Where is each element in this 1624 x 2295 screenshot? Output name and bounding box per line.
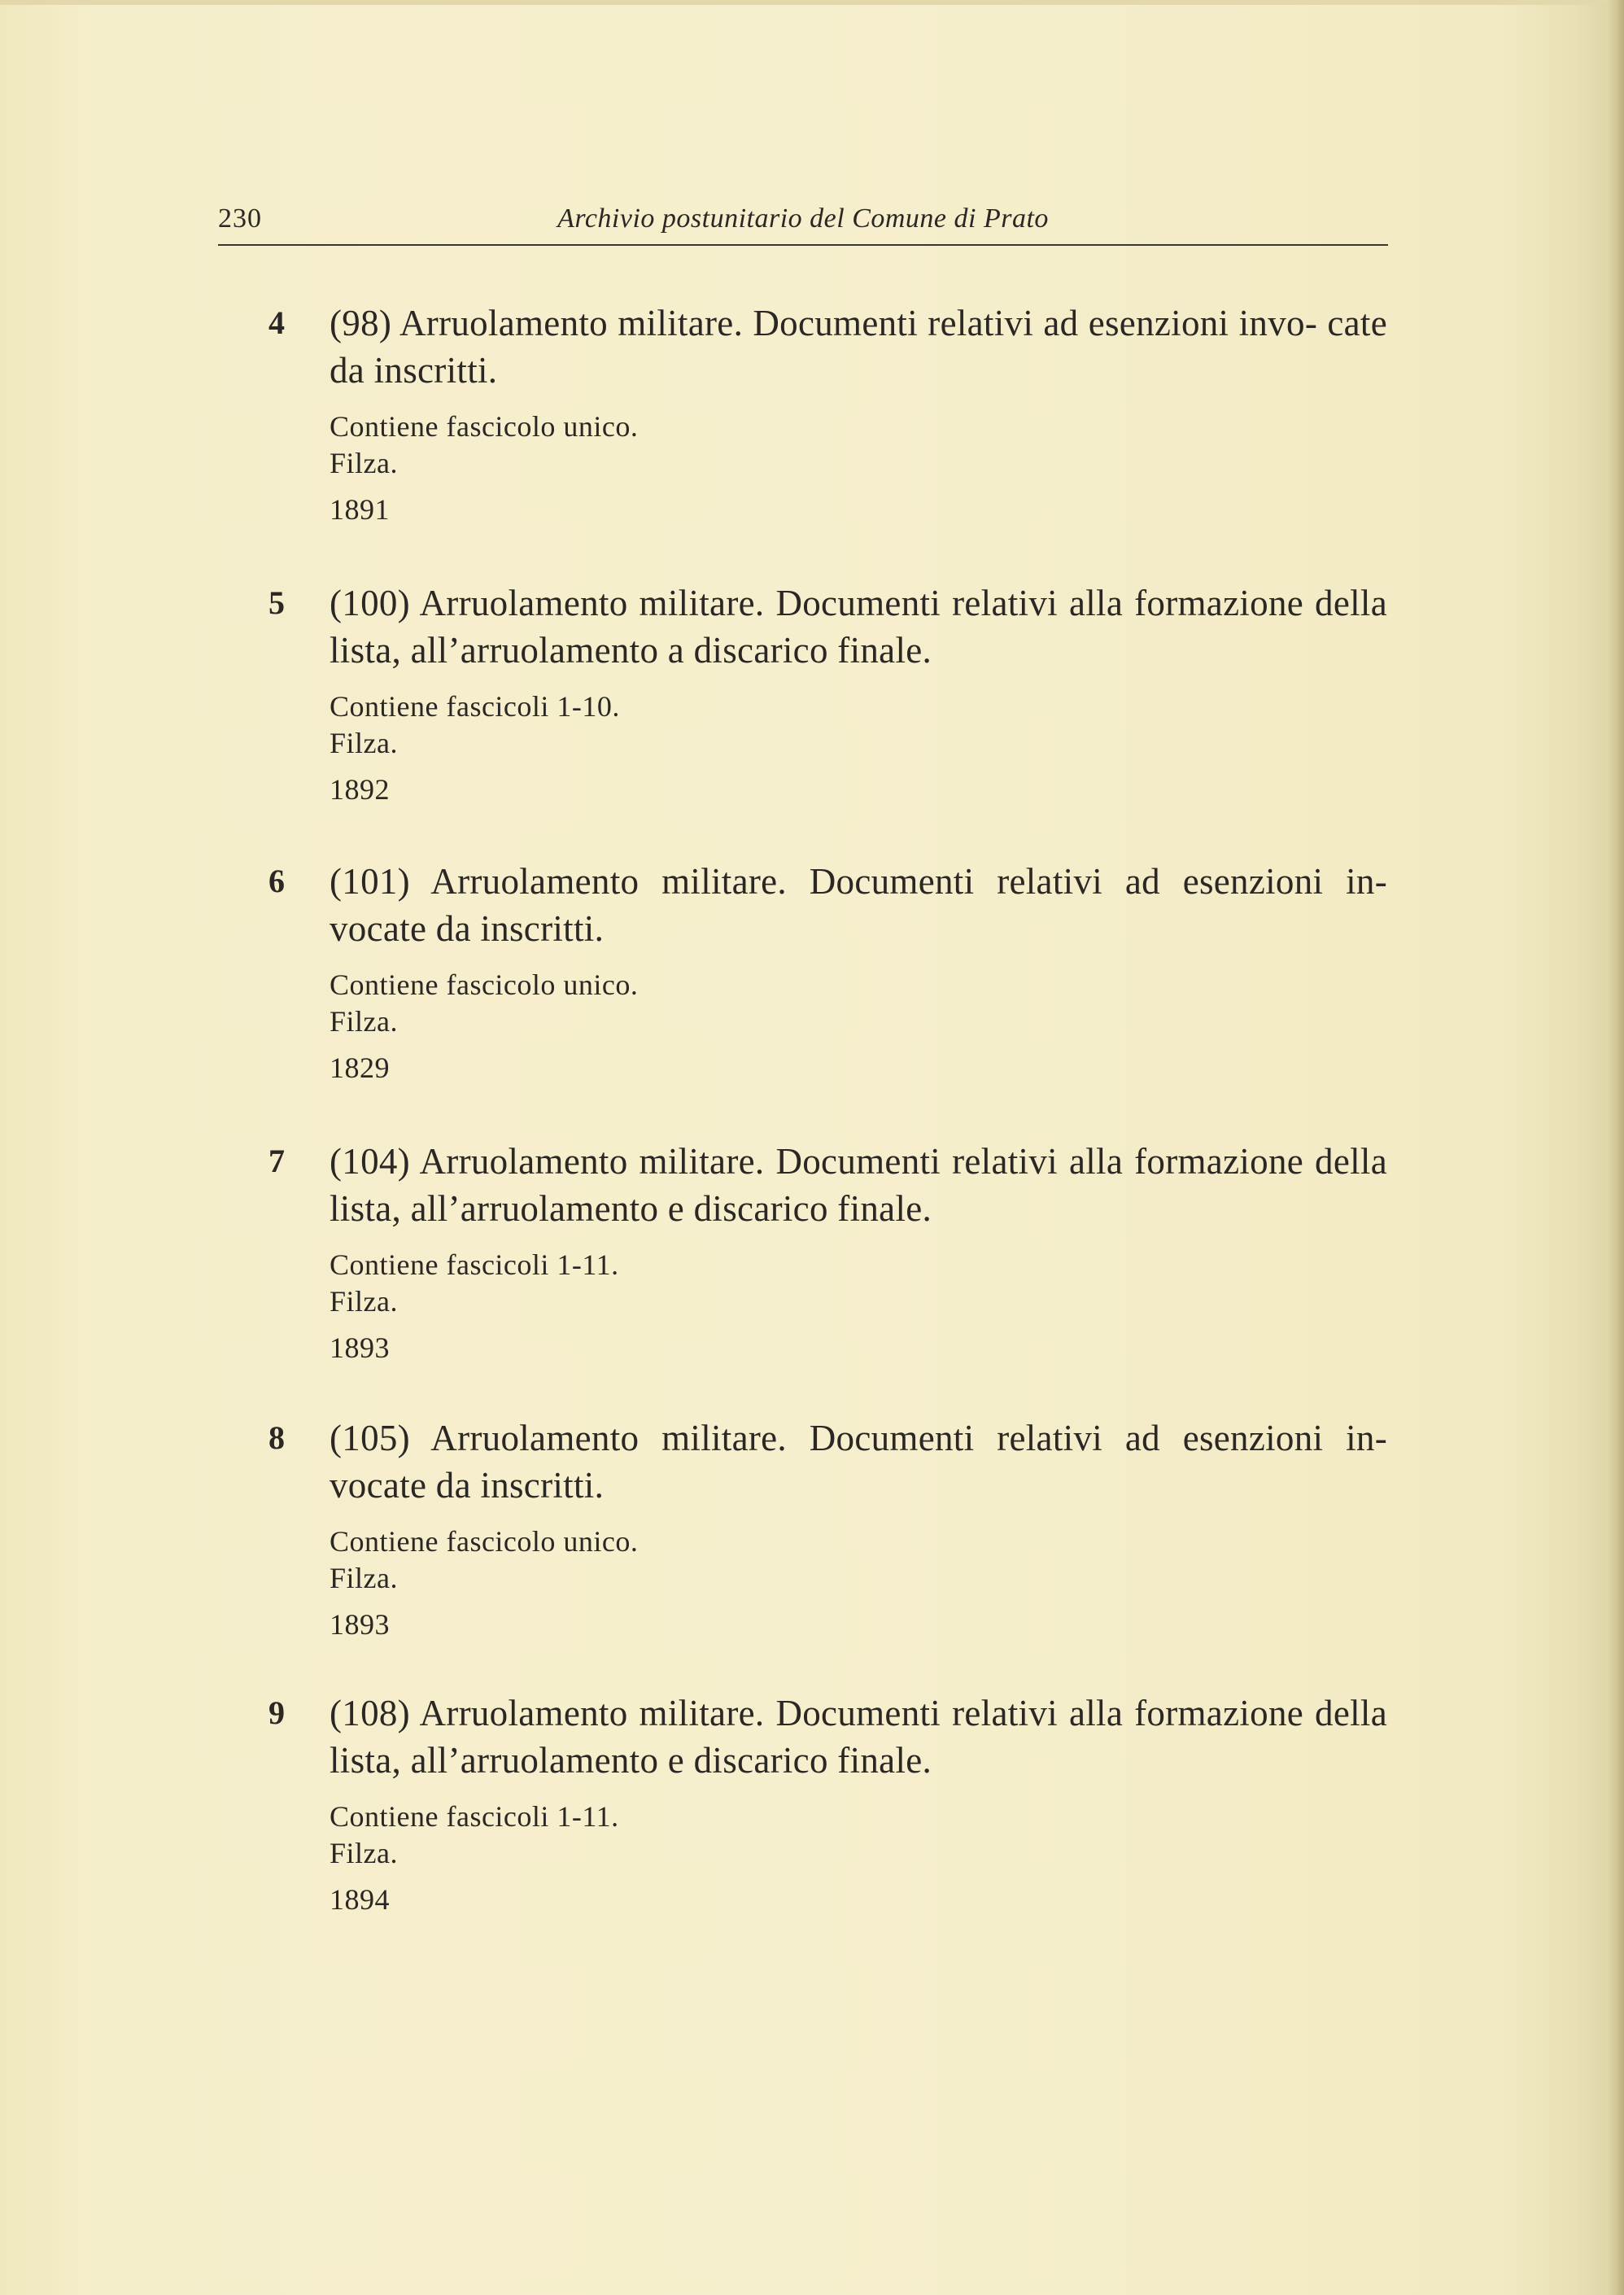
page-top-edge (0, 0, 1624, 5)
entry-year: 1894 (330, 1883, 390, 1916)
entry-number: 4 (268, 304, 285, 341)
entry-title: (104) Arruolamento militare. Documenti relativi alla formazione della lista, all’arruolamento e discarico finale. (330, 1141, 1387, 1229)
entry-title: (105) Arruolamento militare. Documenti relativi ad esenzioni in- vocate da inscritti. (330, 1418, 1387, 1506)
entry-contents: Contiene fascicolo unico. (330, 1525, 639, 1558)
entry-number: 6 (268, 863, 285, 899)
entry-type: Filza. (330, 1562, 398, 1594)
header-rule (218, 244, 1388, 246)
entry-title: (101) Arruolamento militare. Documenti relativi ad esenzioni in- vocate da inscritti. (330, 861, 1387, 949)
entry-year: 1891 (330, 493, 390, 526)
entry-type: Filza. (330, 727, 398, 759)
entry-contents: Contiene fascicoli 1-10. (330, 690, 620, 723)
entry-title: (108) Arruolamento militare. Documenti relativi alla formazione della lista, all’arruolamento e discarico finale. (330, 1693, 1387, 1781)
entry-number: 8 (268, 1419, 285, 1456)
entry-year: 1893 (330, 1331, 390, 1364)
page-header (218, 203, 1388, 244)
entry-type: Filza. (330, 447, 398, 479)
page-number: 230 (218, 203, 262, 234)
entry-type: Filza. (330, 1005, 398, 1038)
entry-title: (98) Arruolamento militare. Documenti relativi ad esenzioni invo- cate da inscritti. (330, 303, 1387, 391)
entry-year: 1893 (330, 1608, 390, 1641)
entry-contents: Contiene fascicoli 1-11. (330, 1800, 619, 1833)
entry-year: 1829 (330, 1051, 390, 1084)
entry-type: Filza. (330, 1285, 398, 1318)
entry-year: 1892 (330, 773, 390, 806)
page-right-edge (1606, 0, 1624, 2295)
entry-contents: Contiene fascicolo unico. (330, 410, 639, 443)
entry-number: 5 (268, 584, 285, 621)
entry-number: 7 (268, 1143, 285, 1179)
entry-number: 9 (268, 1694, 285, 1731)
entry-type: Filza. (330, 1837, 398, 1869)
entry-title: (100) Arruolamento militare. Documenti relativi alla formazione della lista, all’arruolamento a discarico finale. (330, 583, 1387, 671)
running-title: Archivio postunitario del Comune di Prato (557, 203, 1049, 234)
entry-contents: Contiene fascicolo unico. (330, 968, 639, 1001)
entry-contents: Contiene fascicoli 1-11. (330, 1248, 619, 1281)
